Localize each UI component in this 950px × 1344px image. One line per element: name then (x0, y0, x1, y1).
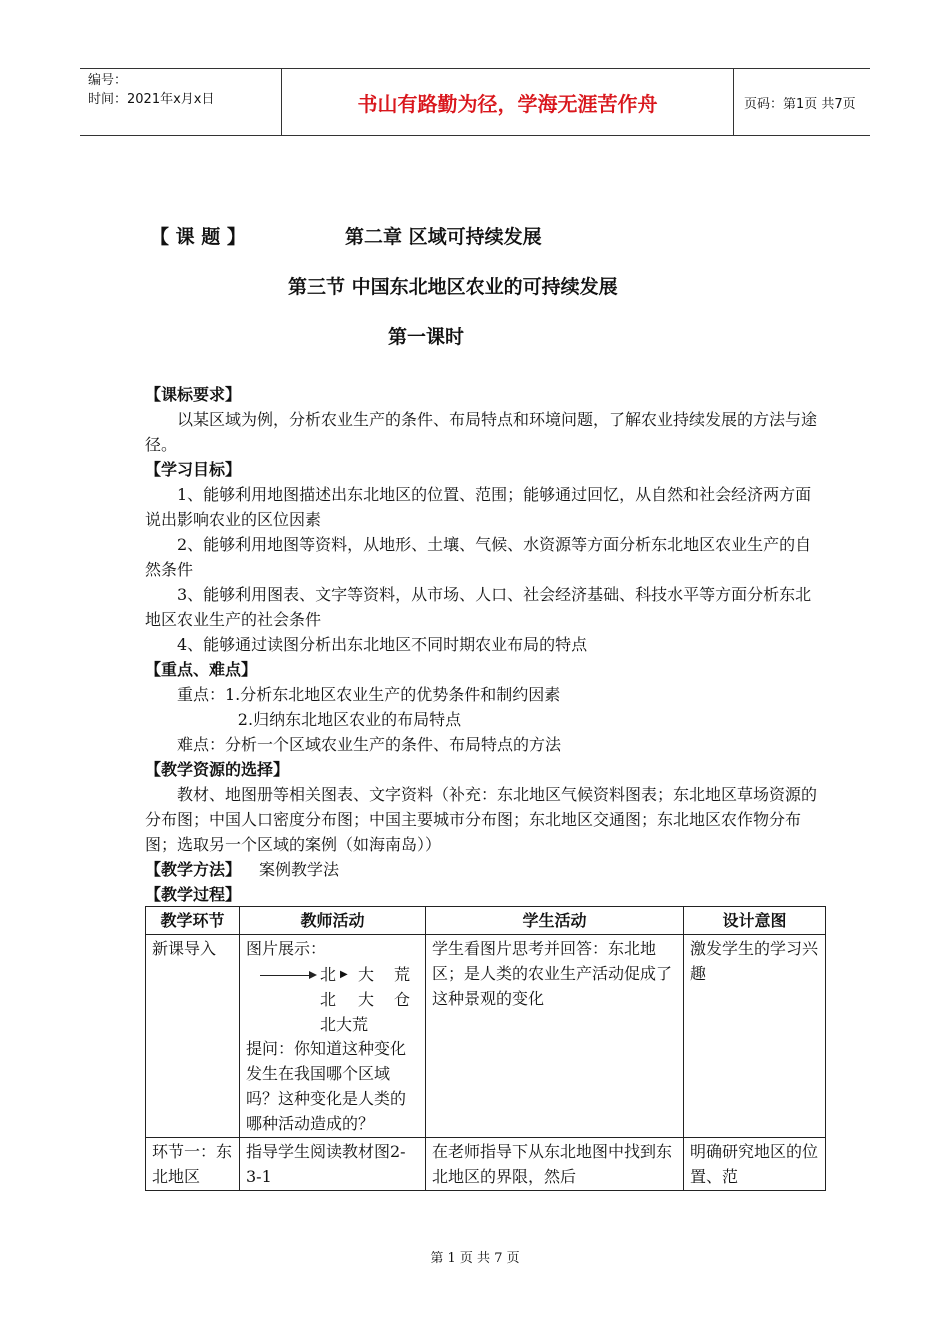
student-cell: 在老师指导下从东北地图中找到东北地区的界限，然后 (426, 1138, 684, 1191)
time-label: 时间：2021年x月x日 (88, 92, 215, 107)
serial-label: 编号： (88, 73, 128, 88)
topic-label: 【 课 题 】 (150, 226, 246, 248)
method-line (145, 857, 825, 882)
pic-word: 北 (320, 990, 337, 1009)
key-heading: 【重点、难点】 (145, 660, 258, 679)
standard-heading: 【课标要求】 (145, 385, 242, 404)
chapter-title: 第二章 区域可持续发展 (345, 226, 542, 248)
key-point-1: 重点：1.分析东北地区农业生产的优势条件和制约因素 (177, 685, 561, 704)
table-row (146, 1138, 826, 1191)
resource-text: 教材、地图册等相关图表、文字资料（补充：东北地区气候资料图表；东北地区草场资源的分布图；中国人口密度分布图；中国主要城市分布图；东北地区交通图；东北地区农作物分布图；选取另一个区域的案例（如海南岛）） (145, 785, 818, 854)
goal-item: 3、能够利用图表、文字等资料，从市场、人口、社会经济基础、科技水平等方面分析东北地区农业生产的社会条件 (145, 585, 812, 629)
stage-cell: 环节一：东北地区 (146, 1138, 240, 1191)
pic-word: 北 (320, 965, 337, 984)
pic-word: 大 (358, 990, 375, 1009)
section-title: 第三节 中国东北地区农业的可持续发展 (288, 276, 618, 298)
intent-cell: 明确研究地区的位置、范 (684, 1138, 826, 1191)
page-footer: 第 1 页 共 7 页 (430, 1251, 520, 1266)
stage-cell: 新课导入 (146, 935, 240, 1138)
method-heading: 【教学方法】 (145, 860, 242, 879)
key-point-2: 2.归纳东北地区农业的布局特点 (237, 710, 462, 729)
resource-heading: 【教学资源的选择】 (145, 760, 290, 779)
goal-item: 4、能够通过读图分析出东北地区不同时期农业布局的特点 (177, 635, 588, 654)
process-table (145, 906, 826, 1191)
method-text: 案例教学法 (259, 860, 340, 879)
standard-text: 以某区域为例，分析农业生产的条件、布局特点和环境问题，了解农业持续发展的方法与途径。 (145, 410, 818, 454)
goals-heading: 【学习目标】 (145, 460, 242, 479)
column-header: 设计意图 (684, 907, 826, 935)
difficulty-point: 难点：分析一个区域农业生产的条件、布局特点的方法 (177, 735, 562, 754)
student-cell: 学生看图片思考并回答：东北地区；是人类的农业生产活动促成了这种景观的变化 (426, 935, 684, 1138)
lesson-content (145, 382, 825, 907)
teacher-cell (240, 935, 426, 1138)
teacher-cell: 指导学生阅读教材图2-3-1 (240, 1138, 426, 1191)
goal-item: 1、能够利用地图描述出东北地区的位置、范围；能够通过回忆，从自然和社会经济两方面说出影响农业的区位因素 (145, 485, 812, 529)
pic-word: 大 (358, 965, 375, 984)
lesson-title: 第一课时 (388, 326, 465, 348)
column-header: 学生活动 (426, 907, 684, 935)
pic-word: 仓 (394, 990, 411, 1009)
header-info (80, 69, 281, 135)
pic-word: 荒 (394, 965, 411, 984)
column-header: 教学环节 (146, 907, 240, 935)
arrow-head-icon: ▶ (340, 969, 348, 980)
arrow-icon (260, 975, 310, 976)
intent-cell: 激发学生的学习兴趣 (684, 935, 826, 1138)
pic-word: 北大荒 (320, 1015, 369, 1034)
header-page-code: 页码：第1页 共7页 (744, 96, 856, 112)
table-row (146, 935, 826, 1138)
column-header: 教师活动 (240, 907, 426, 935)
teacher-intro: 图片展示： (246, 939, 327, 958)
goal-item: 2、能够利用地图等资料，从地形、土壤、气候、水资源等方面分析东北地区农业生产的自然条件 (145, 535, 812, 579)
picture-caption-diagram (246, 961, 419, 1036)
document-header (80, 68, 870, 136)
header-motto: 书山有路勤为径，学海无涯苦作舟 (281, 69, 734, 135)
teacher-question: 提问：你知道这种变化发生在我国哪个区域吗？这种变化是人类的哪种活动造成的？ (246, 1039, 407, 1133)
process-heading: 【教学过程】 (145, 885, 242, 904)
table-header-row (146, 907, 826, 935)
